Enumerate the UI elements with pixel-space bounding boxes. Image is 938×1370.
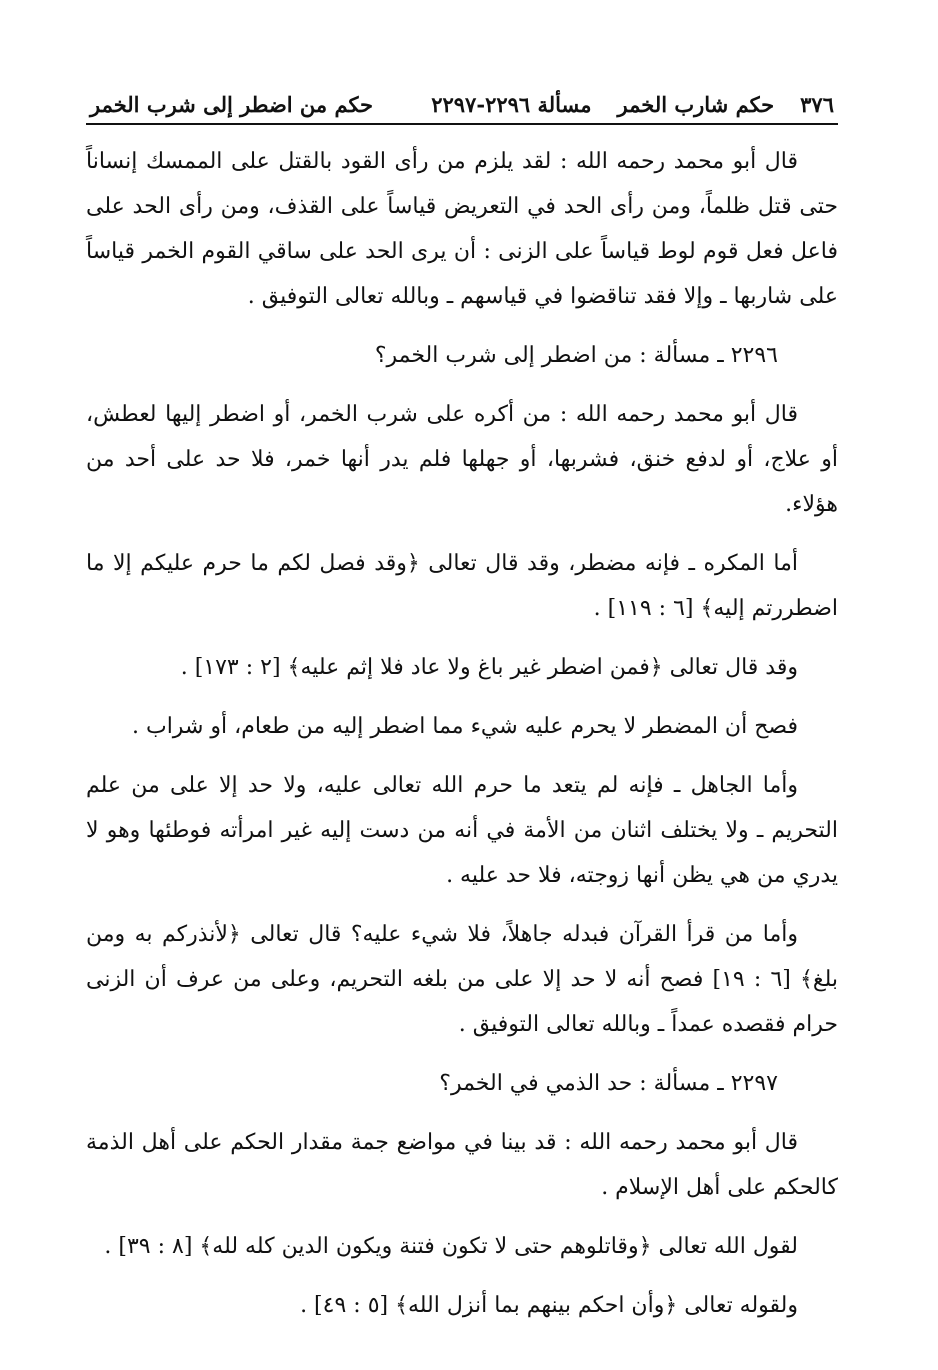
- running-header: [86, 92, 838, 125]
- paragraph: قال أبو محمد رحمه الله : من أكره على شرب الخمر، أو اضطر إليها لعطش، أو علاج، أو لدفع خنق، فشربها، أو جهلها فلم يدر أنها خمر، فلا حد على أحد من هؤلاء.: [86, 402, 838, 517]
- paragraph: وأما الجاهل ـ فإنه لم يتعد ما حرم الله تعالى عليه، ولا حد إلا على من علم التحريم ـ ولا يختلف اثنان من الأمة في أنه من دست إليه غير امرأته فوطئها وهو لا يدري من هي يظن أنها زوجته، فلا حد عليه .: [86, 773, 838, 888]
- page-number: ٣٧٦: [800, 92, 834, 117]
- issue-range: مسألة ٢٢٩٦-٢٢٩٧: [431, 92, 592, 117]
- header-title: حكم من اضطر إلى شرب الخمر: [90, 92, 374, 117]
- issue-heading: ٢٢٩٧ ـ مسألة : حد الذمي في الخمر؟: [439, 1071, 778, 1096]
- issue-heading: ٢٢٩٦ ـ مسألة : من اضطر إلى شرب الخمر؟: [374, 343, 778, 368]
- header-right: [431, 92, 834, 117]
- paragraph: ولقوله تعالى ﴿وأن احكم بينهم بما أنزل الله﴾ [٥ : ٤٩] .: [300, 1293, 798, 1318]
- paragraph: أما المكره ـ فإنه مضطر، وقد قال تعالى ﴿وقد فصل لكم ما حرم عليكم إلا ما اضطررتم إليه﴾ [٦ : ١١٩] .: [86, 551, 838, 621]
- paragraph: فصح أن المضطر لا يحرم عليه شيء مما اضطر إليه من طعام، أو شراب .: [132, 714, 798, 739]
- paragraph: لقول الله تعالى ﴿وقاتلوهم حتى لا تكون فتنة ويكون الدين كله لله﴾ [٨ : ٣٩] .: [104, 1234, 798, 1259]
- book-section: حكم شارب الخمر: [617, 92, 775, 117]
- paragraph: قال أبو محمد رحمه الله : قد بينا في مواضع جمة مقدار الحكم على أهل الذمة كالحكم على أهل الإسلام .: [86, 1130, 838, 1200]
- paragraph: وقد قال تعالى ﴿فمن اضطر غير باغ ولا عاد فلا إثم عليه﴾ [٢ : ١٧٣] .: [180, 655, 798, 680]
- paragraph: قال أبو محمد رحمه الله : لقد يلزم من رأى القود بالقتل على الممسك إنساناً حتى قتل ظلماً، ومن رأى الحد في التعريض قياساً على القذف، ومن رأى الحد على فاعل فعل قوم لوط قياساً على الزنى : أن يرى الحد على ساقي القوم الخمر قياساً على شاربها ـ وإلا فقد تناقضوا في قياسهم ـ وبالله تعالى التوفيق .: [86, 149, 838, 309]
- page-body: [86, 139, 838, 1328]
- paragraph: وأما من قرأ القرآن فبدله جاهلاً، فلا شيء عليه؟ قال تعالى ﴿لأنذركم به ومن بلغ﴾ [٦ : ١٩] فصح أنه لا حد إلا على من بلغه التحريم، وعلى من عرف أن الزنى حرام فقصده عمداً ـ وبالله تعالى التوفيق .: [86, 922, 838, 1037]
